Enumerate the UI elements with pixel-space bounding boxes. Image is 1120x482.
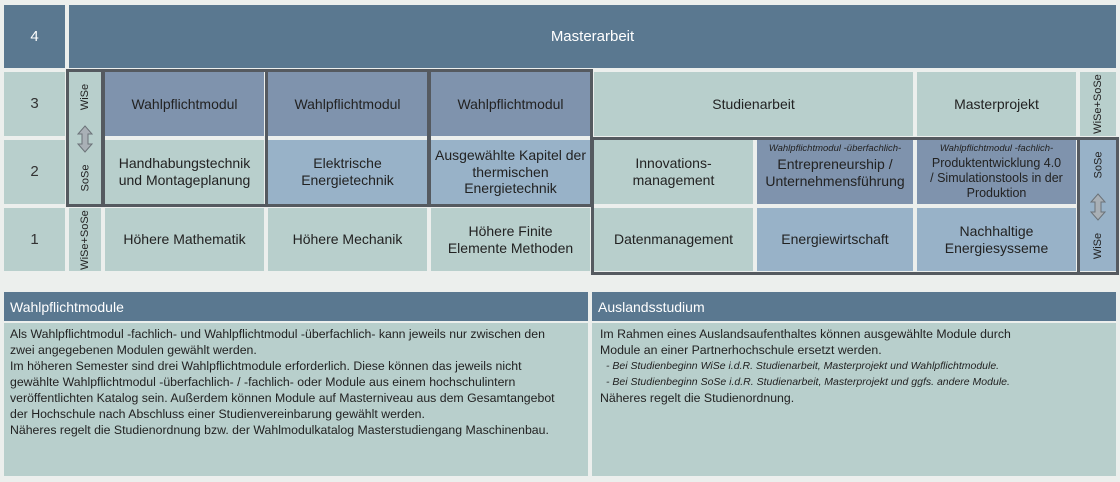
ausland-bullet: - Bei Studienbeginn WiSe i.d.R. Studienarbeit, Masterprojekt und Wahlpflichtmodule. (606, 360, 1000, 372)
semester-3-label: 3 (4, 72, 65, 136)
r3-wahlpflicht-1: Wahlpflichtmodul (105, 72, 264, 136)
wahlpflicht-line: Näheres regelt die Studienordnung bzw. der Wahlmodulkatalog Masterstudiengang Maschinenbau. (10, 423, 549, 437)
r3-wahlpflicht-3: Wahlpflichtmodul (431, 72, 590, 136)
wahlpflicht-line: zwei angegebenen Modulen gewählt werden. (10, 343, 257, 357)
r1-nachhaltige-energiesysteme: Nachhaltige Energiesysseme (917, 208, 1076, 271)
term-right-wise: WiSe (1080, 220, 1116, 271)
r2-elektrische-energietechnik: Elektrische Energietechnik (268, 140, 427, 204)
swap-arrow-icon (76, 125, 94, 153)
ausland-bullet: - Bei Studienbeginn SoSe i.d.R. Studienarbeit, Masterprojekt und ggfs. andere Module. (606, 376, 1010, 388)
term-left-sose: SoSe (69, 152, 101, 204)
r2-entrepreneurship-title: Entrepreneurship / Unternehmensführung (765, 156, 905, 190)
r3-studienarbeit: Studienarbeit (594, 72, 913, 136)
semester-4-label: 4 (4, 5, 65, 68)
wahlpflicht-line: gewählte Wahlpflichtmodul -überfachlich- / -fachlich- oder Module aus einem hochschulintern (10, 375, 516, 389)
wahlpflicht-box-body (4, 323, 588, 476)
semester-2-label: 2 (4, 140, 65, 204)
r2-produktentwicklung-category: Wahlpflichtmodul -fachlich- (939, 143, 1054, 154)
term-left-wise-sose: WiSe+SoSe (69, 208, 101, 271)
ausland-box-body (592, 323, 1116, 476)
ausland-line: Näheres regelt die Studienordnung. (600, 391, 795, 405)
r1-hoehere-mechanik: Höhere Mechanik (268, 208, 427, 271)
r1-datenmanagement: Datenmanagement (594, 208, 753, 271)
term-right-sose: SoSe (1080, 140, 1116, 190)
swap-arrow-icon (1089, 193, 1107, 221)
term-right-wise-sose: WiSe+SoSe (1080, 72, 1116, 136)
ausland-line: Im Rahmen eines Auslandsaufenthaltes können ausgewählte Module durch (600, 327, 1011, 341)
wahlpflicht-line: Als Wahlpflichtmodul -fachlich- und Wahlpflichtmodul -überfachlich- kann jeweils nur zwischen den (10, 327, 545, 341)
r3-wahlpflicht-2: Wahlpflichtmodul (268, 72, 427, 136)
r2-entrepreneurship (757, 140, 913, 204)
r2-handhabungstechnik: Handhabungstechnik und Montageplanung (105, 140, 264, 204)
r2-innovationsmanagement: Innovations-management (594, 140, 753, 204)
r1-energiewirtschaft: Energiewirtschaft (757, 208, 913, 271)
masterarbeit-cell: Masterarbeit (69, 5, 1116, 68)
r1-finite-elemente: Höhere Finite Elemente Methoden (431, 208, 590, 271)
wahlpflicht-line: Im höheren Semester sind drei Wahlpflichtmodule erforderlich. Diese können das jeweils nicht (10, 359, 522, 373)
r2-entrepreneurship-category: Wahlpflichtmodul -überfachlich- (768, 143, 902, 154)
r2-thermische-energietechnik: Ausgewählte Kapitel der thermischen Energietechnik (431, 140, 590, 204)
wahlpflicht-line: veröffentlichten Katalog sein. Außerdem können Module auf Masterniveau aus dem Gesamtangebot (10, 391, 555, 405)
semester-1-label: 1 (4, 208, 65, 271)
r1-hoehere-mathematik: Höhere Mathematik (105, 208, 264, 271)
wahlpflicht-line: der Hochschule nach Abschluss einer Studienvereinbarung gewählt werden. (10, 407, 425, 421)
term-left-wise: WiSe (69, 72, 101, 122)
r2-produktentwicklung (917, 140, 1076, 204)
ausland-box-title: Auslandsstudium (592, 292, 1116, 321)
wahlpflicht-box-title: Wahlpflichtmodule (4, 292, 588, 321)
ausland-line: Module an einer Partnerhochschule ersetzt werden. (600, 343, 882, 357)
r3-masterprojekt: Masterprojekt (917, 72, 1076, 136)
r2-produktentwicklung-title: Produktentwicklung 4.0 / Simulationstools in der Produktion (930, 156, 1063, 201)
